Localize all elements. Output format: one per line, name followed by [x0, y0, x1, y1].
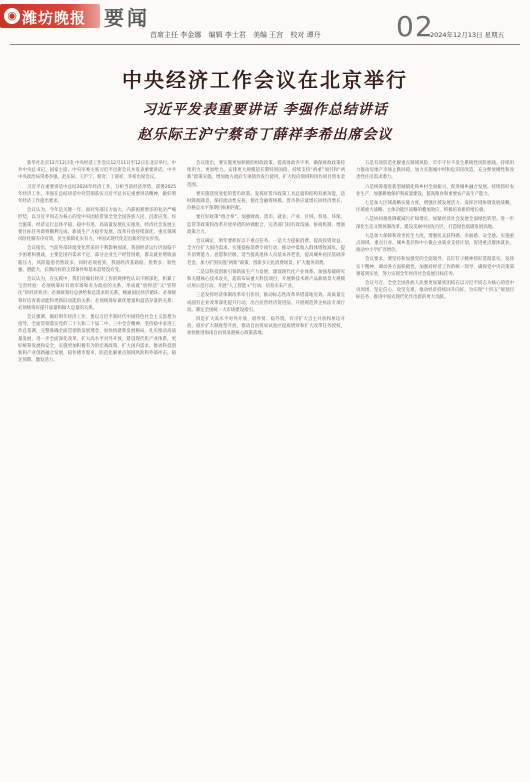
logo-emblem-icon: ◉ — [4, 8, 20, 24]
paragraph: 三是发挥经济体制改革牵引作用，推动标志性改革举措落地见效。高质量完成国有企业改革深化提升行动，出台民营经济促进法。开展规范涉企执法专项行动。制定全国统一大市场建设指引。 — [187, 293, 345, 313]
subheadline: 习近平发表重要讲话 李强作总结讲话 — [142, 102, 388, 118]
paragraph: 会议认为，在实践中，我们对做好经济工作的规律性认识不断深化，积累了宝贵经验：必须统筹好有效市场和有为政府的关系，形成既“放得活”又“管得住”的经济秩序；必须统筹好总供给和总需求的关系，畅通国民经济循环；必须统筹好培育新动能和更新旧动能的关系；必须统筹好做优增量和盘活存量的关系；必须统筹好提升质量和做大总量的关系。 — [18, 277, 176, 311]
editor-credit: 美编 王宫 — [252, 31, 284, 39]
paper-logo — [0, 4, 100, 28]
article-column — [356, 160, 514, 774]
paragraph: 六是统筹推进新型城镇化和乡村全面振兴，促进城乡融合发展。持续抓好农业生产，加强耕地保护和质量建设，提高粮食和重要农产品生产能力。 — [356, 184, 514, 197]
section-title: 要闻 — [104, 6, 150, 30]
editor-line — [150, 30, 326, 40]
masthead — [0, 0, 530, 46]
paragraph: 九是加大保障和改善民生力度，增强民众获得感、幸福感、安全感。实施重点领域、重点行业、城乡基层和中小微企业就业支持计划，促进重点群体就业。推动中小学扩容增位。 — [356, 233, 514, 254]
editor-credit: 首席主任 李金娜 — [150, 31, 202, 39]
article-column — [18, 160, 176, 774]
subheadline: 赵乐际王沪宁蔡奇丁薛祥李希出席会议 — [137, 127, 393, 143]
paragraph: 会议指出，当前外部环境变化带来的不利影响加深，我国经济运行仍面临不少困难和挑战，主要是国内需求不足，部分企业生产经营困难，群众就业增收面临压力，风险隐患仍然较多。同时必须看到，我国经济基础稳、优势多、韧性强、潜能大，长期向好的支撑条件和基本趋势没有变。 — [18, 246, 176, 273]
paragraph: 二是以科技创新引领新质生产力发展，建设现代化产业体系。加强基础研究和关键核心技术攻关，超前布局重大科技项目，开展新技术新产品新场景大规模应用示范行动。开展“人工智能+”行动，培育未来产业。 — [187, 269, 345, 290]
paragraph: 要打好政策“组合拳”。加强财政、货币、就业、产业、区域、贸易、环保、监管等政策和改革开放举措的协调配合，完善部门间有效沟通、协商机制，增强政策合力。 — [187, 215, 345, 235]
paragraph: 会议号召，全党全国各族人民要更加紧密团结在以习近平同志为核心的党中央周围，坚定信心、攻坚克难，推动经济持续回升向好，为实现“十四五”规划目标任务、推进中国式现代化作出新的更大贡献。 — [356, 281, 514, 301]
paragraph: 八是协同推进降碳减污扩绿增长，加紧经济社会发展全面绿色转型。进一步深化生态文明体制改革。建设美丽中国先行区，打造绿色低碳发展高地。 — [356, 217, 514, 230]
editor-credit: 编辑 李士君 — [208, 31, 246, 39]
paragraph: 新华社北京12月12日电 中央经济工作会议12月11日至12日在北京举行。中共中央总书记、国家主席、中央军委主席习近平出席会议并发表重要讲话。中共中央政治局常委李强、赵乐际、王沪宁、蔡奇、丁薛祥、李希出席会议。 — [18, 161, 176, 181]
editor-credit: 校对 谭丹 — [290, 31, 321, 39]
paragraph: 五是有效防范化解重点领域风险，牢牢守住不发生系统性风险底线。持续用力推动房地产市场止跌回稳，加力实施城中村和危旧房改造，充分释放刚性和改善性住房需求潜力。 — [356, 161, 514, 181]
paragraph: 会议确定，明年要抓好以下重点任务。一是大力提振消费、提高投资效益，全方位扩大国内需求。实施提振消费专项行动，推动中低收入群体增收减负，提升消费能力、意愿和层级。适当提高退休人员基本养老金，提高城乡居民基础养老金。加力扩围实施“两新”政策，创新多元化消费场景，扩大服务消费。 — [187, 239, 345, 266]
paragraph: 会议要求，要坚持和加强党的全面领导，以钉钉子精神抓好贯彻落实。发扬实干精神，调动各方面积极性，加强对经济工作的统一领导，确保党中央决策部署落到实处，努力实现全年经济社会发展目标任务。 — [356, 257, 514, 277]
paragraph: 要实施适度宽松的货币政策。发挥好货币政策工具总量和结构双重功能，适时降准降息，保持流动性充裕，使社会融资规模、货币供应量增长同经济增长、价格总水平预期目标相匹配。 — [187, 191, 345, 212]
paragraph: 四是扩大高水平对外开放，稳外贸、稳外资。有序扩大自主开放和单边开放，稳步扩大制度型开放，推动自由贸易试验区提质增效和扩大改革任务授权，加快推进海南自由贸易港核心政策落地。 — [187, 317, 345, 337]
issue-date: 2024年12月13日 星期五 — [430, 31, 505, 39]
paragraph: 会议指出，要实施更加积极的财政政策。提高财政赤字率，确保财政政策持续用力、更加给力。安排更大规模超长期特别国债，持续支持“两重”项目和“两新”政策实施。增加地方政府专项债券发行使用，扩大投向领域和用作项目资本金范围。 — [187, 161, 345, 188]
logo-text: 潍坊晚报 — [22, 9, 87, 27]
page-number: 02 — [396, 10, 434, 43]
article-column — [187, 160, 345, 774]
header-divider — [10, 44, 520, 45]
paragraph: 会议强调，做好明年经济工作，要以习近平新时代中国特色社会主义思想为指导，全面贯彻落实党的二十大和二十届二中、三中全会精神，坚持稳中求进工作总基调，完整准确全面贯彻新发展理念，加快构建新发展格局，扎实推动高质量发展，进一步全面深化改革，扩大高水平对外开放，建设现代化产业体系，更好统筹发展和安全，实施更加积极有为的宏观政策，扩大国内需求，推动科技创新和产业创新融合发展，稳住楼市股市，防范化解重点领域风险和外部冲击，稳定预期、激发活力。 — [18, 315, 176, 364]
paragraph: 七是加大区域战略实施力度，增强区域发展活力。发挥区域协调发展战略、区域重大战略、主体功能区战略的叠加效应，积极培育新的增长极。 — [356, 201, 514, 214]
paragraph: 会议认为，今年是关键一年，面对外部压力加大、内部困难增多的复杂严峻形势，以习近平同志为核心的党中央团结带领全党全国各族人民，沉着应变、综合施策，经济运行总体平稳、稳中有进，高质量发展扎实推进，经济社会发展主要目标任务即将顺利完成。新质生产力稳步发展，改革开放持续深化，重点领域风险化解有序有效，民生保障扎实有力，中国式现代化迈出新的坚实步伐。 — [18, 208, 176, 243]
article-body — [18, 160, 514, 774]
paragraph: 习近平在重要讲话中总结2024年经济工作，分析当前经济形势，部署2025年经济工作。李强在总结讲话中对贯彻落实习近平总书记重要讲话精神，做好明年经济工作提出要求。 — [18, 184, 176, 205]
main-headline: 中央经济工作会议在北京举行 — [122, 68, 408, 92]
